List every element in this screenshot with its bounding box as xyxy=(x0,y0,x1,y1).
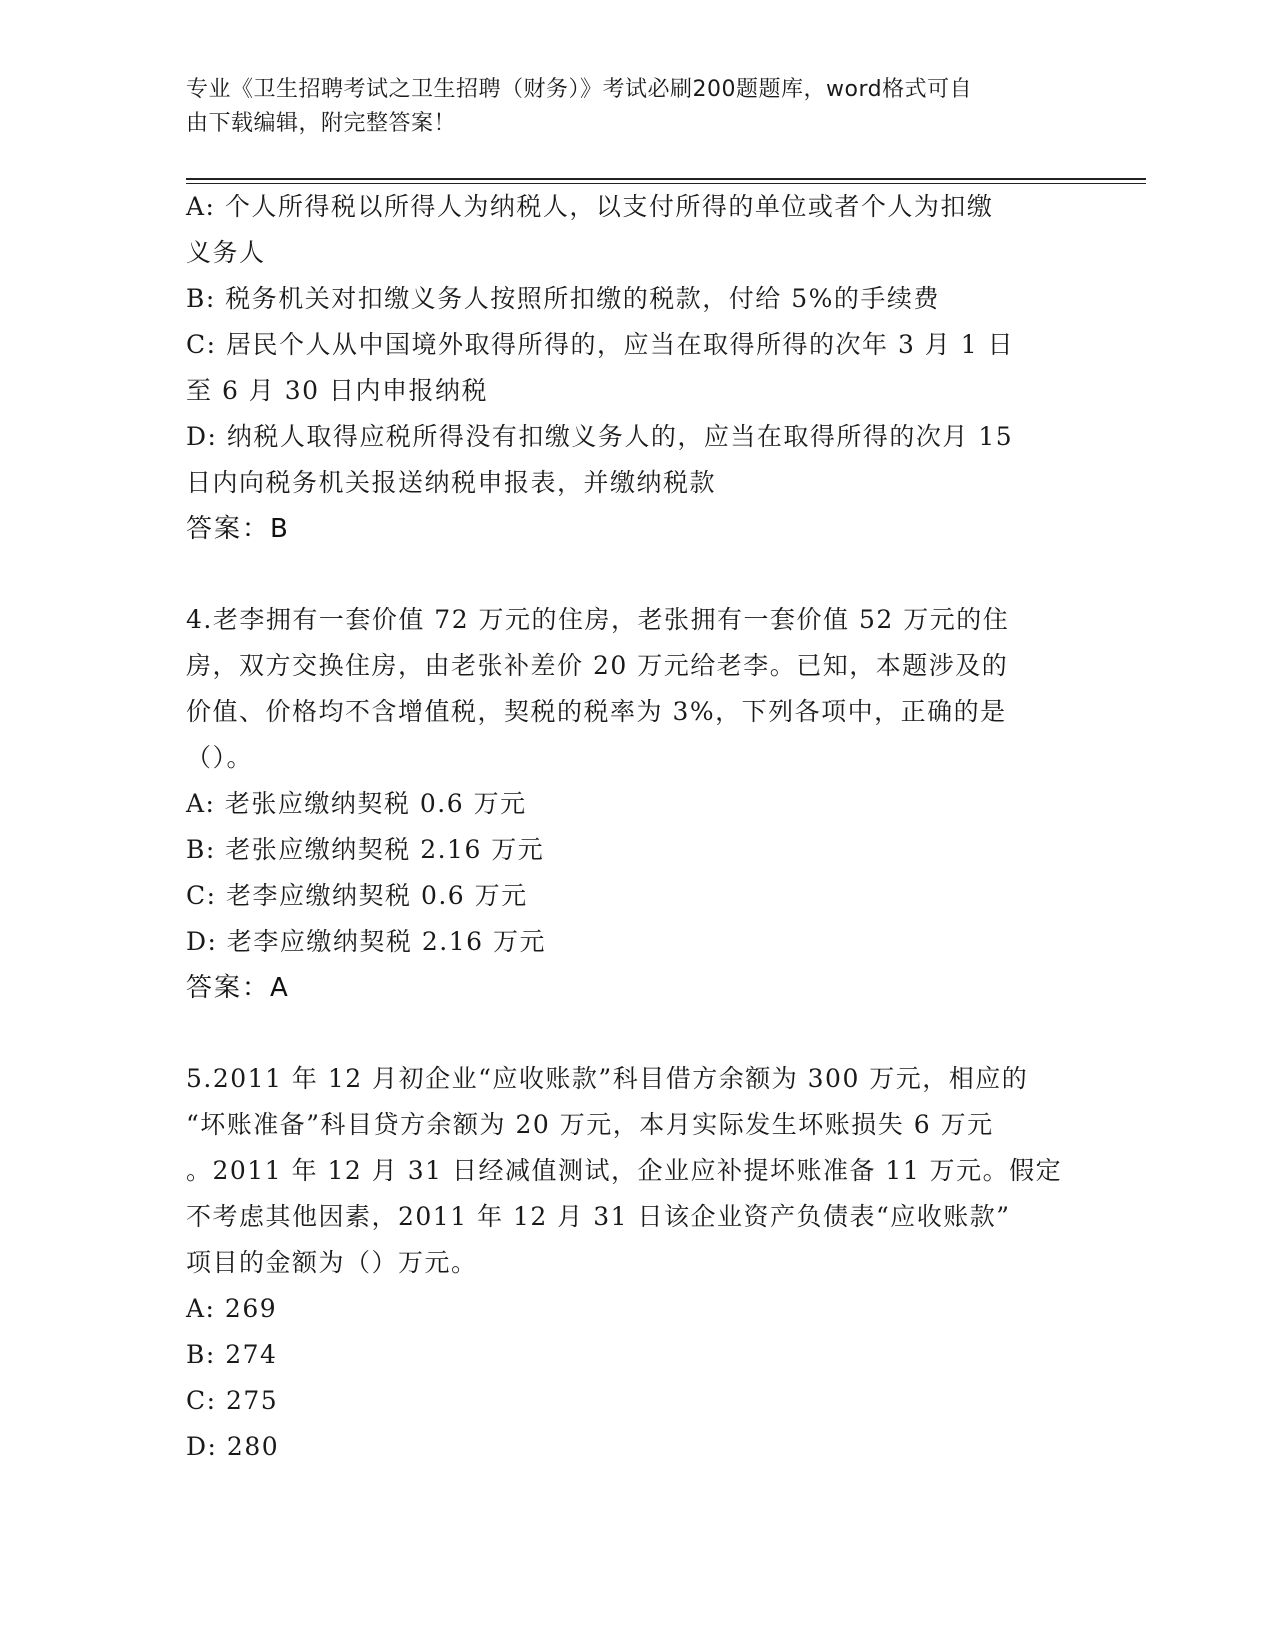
header-line: 由下载编辑，附完整答案！ xyxy=(186,111,457,136)
header-line: 专业《卫生招聘考试之卫生招聘（财务）》考试必刷200题题库，word格式可自 xyxy=(186,77,973,102)
question-3-answer xyxy=(186,506,288,552)
answer-label: 答案： xyxy=(186,514,271,544)
option-b: B: 274 xyxy=(186,1340,278,1369)
question-4-answer xyxy=(186,965,288,1011)
option-a: A: 老张应缴纳契税 0.6 万元 xyxy=(186,789,527,818)
option-a: A: 个人所得税以所得人为纳税人，以支付所得的单位或者个人为扣缴 xyxy=(186,192,994,221)
option-d-continued: 日内向税务机关报送纳税申报表，并缴纳税款 xyxy=(186,468,717,497)
option-b: B: 老张应缴纳契税 2.16 万元 xyxy=(186,835,545,864)
option-c: C: 275 xyxy=(186,1386,279,1415)
question-stem: 项目的金额为（）万元。 xyxy=(186,1248,478,1277)
option-c: C: 居民个人从中国境外取得所得的，应当在取得所得的次年 3 月 1 日 xyxy=(186,330,1015,359)
option-d: D: 老李应缴纳契税 2.16 万元 xyxy=(186,927,546,956)
question-5 xyxy=(186,1056,1086,1470)
question-3-options xyxy=(186,184,1086,506)
question-stem: 不考虑其他因素，2011 年 12 月 31 日该企业资产负债表“应收账款” xyxy=(186,1202,1011,1231)
option-a-continued: 义务人 xyxy=(186,238,266,267)
question-stem: （）。 xyxy=(186,743,254,772)
question-stem: 。2011 年 12 月 31 日经减值测试，企业应补提坏账准备 11 万元。假定 xyxy=(186,1156,1063,1185)
header-divider xyxy=(186,178,1146,180)
answer-label: 答案： xyxy=(186,973,271,1003)
option-a: A: 269 xyxy=(186,1294,278,1323)
question-stem: 4.老李拥有一套价值 72 万元的住房，老张拥有一套价值 52 万元的住 xyxy=(186,605,1010,634)
answer-value: A xyxy=(270,973,288,1003)
document-header xyxy=(186,73,1086,141)
option-d: D: 纳税人取得应税所得没有扣缴义务人的，应当在取得所得的次月 15 xyxy=(186,422,1014,451)
option-b: B: 税务机关对扣缴义务人按照所扣缴的税款，付给 5%的手续费 xyxy=(186,284,940,313)
question-stem: “坏账准备”科目贷方余额为 20 万元，本月实际发生坏账损失 6 万元 xyxy=(186,1110,994,1139)
answer-value: B xyxy=(270,514,288,544)
question-stem: 5.2011 年 12 月初企业“应收账款”科目借方余额为 300 万元，相应的 xyxy=(186,1064,1029,1093)
option-d: D: 280 xyxy=(186,1432,280,1461)
option-c: C: 老李应缴纳契税 0.6 万元 xyxy=(186,881,528,910)
question-4 xyxy=(186,597,1086,965)
question-stem: 房，双方交换住房，由老张补差价 20 万元给老李。已知，本题涉及的 xyxy=(186,651,1009,680)
option-c-continued: 至 6 月 30 日内申报纳税 xyxy=(186,376,489,405)
question-stem: 价值、价格均不含增值税，契税的税率为 3%，下列各项中，正确的是 xyxy=(186,697,1007,726)
